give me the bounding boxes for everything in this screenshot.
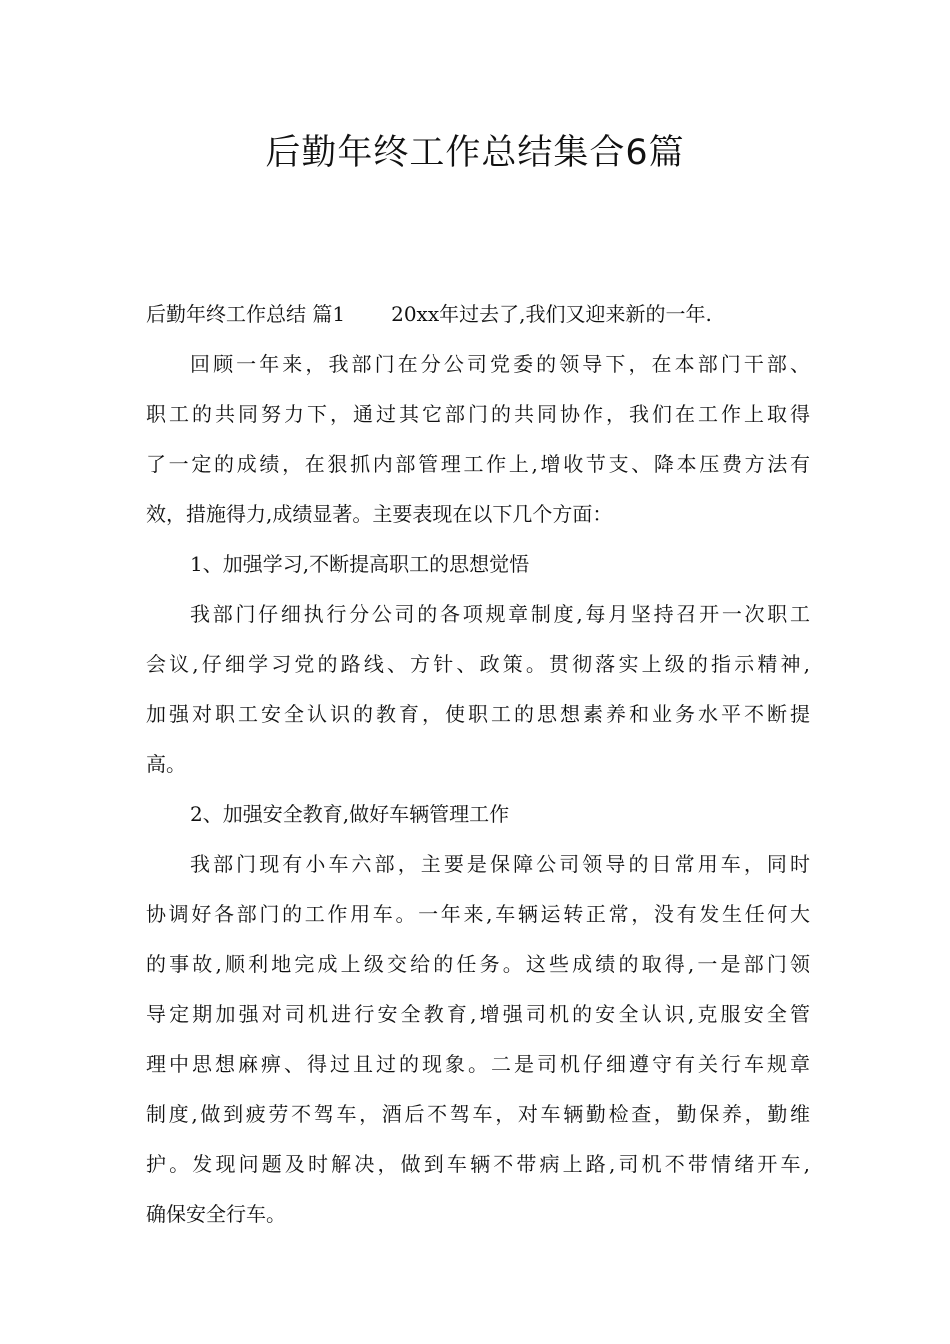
- document-title: 后勤年终工作总结集合6篇: [265, 133, 685, 173]
- intro-text: 20xx年过去了,我们又迎来新的一年.: [391, 302, 712, 326]
- paragraph-line: 会议,仔细学习党的路线、方针、政策。贯彻落实上级的指示精神,: [146, 652, 810, 676]
- paragraph-line: 我部门现有小车六部，主要是保障公司领导的日常用车，同时: [190, 852, 810, 876]
- subheading-line: 2、加强安全教育,做好车辆管理工作: [190, 802, 510, 826]
- paragraph-line: 效，措施得力,成绩显著。主要表现在以下几个方面：: [146, 502, 613, 526]
- paragraph-line: 确保安全行车。: [146, 1202, 286, 1226]
- paragraph-line: 加强对职工安全认识的教育，使职工的思想素养和业务水平不断提: [146, 702, 810, 726]
- paragraph-line: 导定期加强对司机进行安全教育,增强司机的安全认识,克服安全管: [146, 1002, 810, 1026]
- section-heading: 后勤年终工作总结 篇1: [146, 302, 346, 326]
- paragraph-line: 制度,做到疲劳不驾车，酒后不驾车，对车辆勤检查，勤保养，勤维: [146, 1102, 810, 1126]
- document-body: [146, 289, 810, 1239]
- paragraph-line: 了一定的成绩，在狠抓内部管理工作上,增收节支、降本压费方法有: [146, 452, 810, 476]
- paragraph-line: 理中思想麻痹、得过且过的现象。二是司机仔细遵守有关行车规章: [146, 1052, 810, 1076]
- paragraph-line: 高。: [146, 752, 186, 776]
- paragraph-line: 职工的共同努力下，通过其它部门的共同协作，我们在工作上取得: [146, 402, 810, 426]
- paragraph-line: 的事故,顺利地完成上级交给的任务。这些成绩的取得,一是部门领: [146, 952, 810, 976]
- paragraph-line: 护。发现问题及时解决，做到车辆不带病上路,司机不带情绪开车,: [146, 1152, 810, 1176]
- subheading-line: 1、加强学习,不断提高职工的思想觉悟: [190, 552, 530, 576]
- paragraph-line: 我部门仔细执行分公司的各项规章制度,每月坚持召开一次职工: [190, 602, 810, 626]
- intro-line: [146, 289, 810, 339]
- paragraph-line: 协调好各部门的工作用车。一年来,车辆运转正常，没有发生任何大: [146, 902, 810, 926]
- paragraph-line: 回顾一年来，我部门在分公司党委的领导下，在本部门干部、: [190, 352, 810, 376]
